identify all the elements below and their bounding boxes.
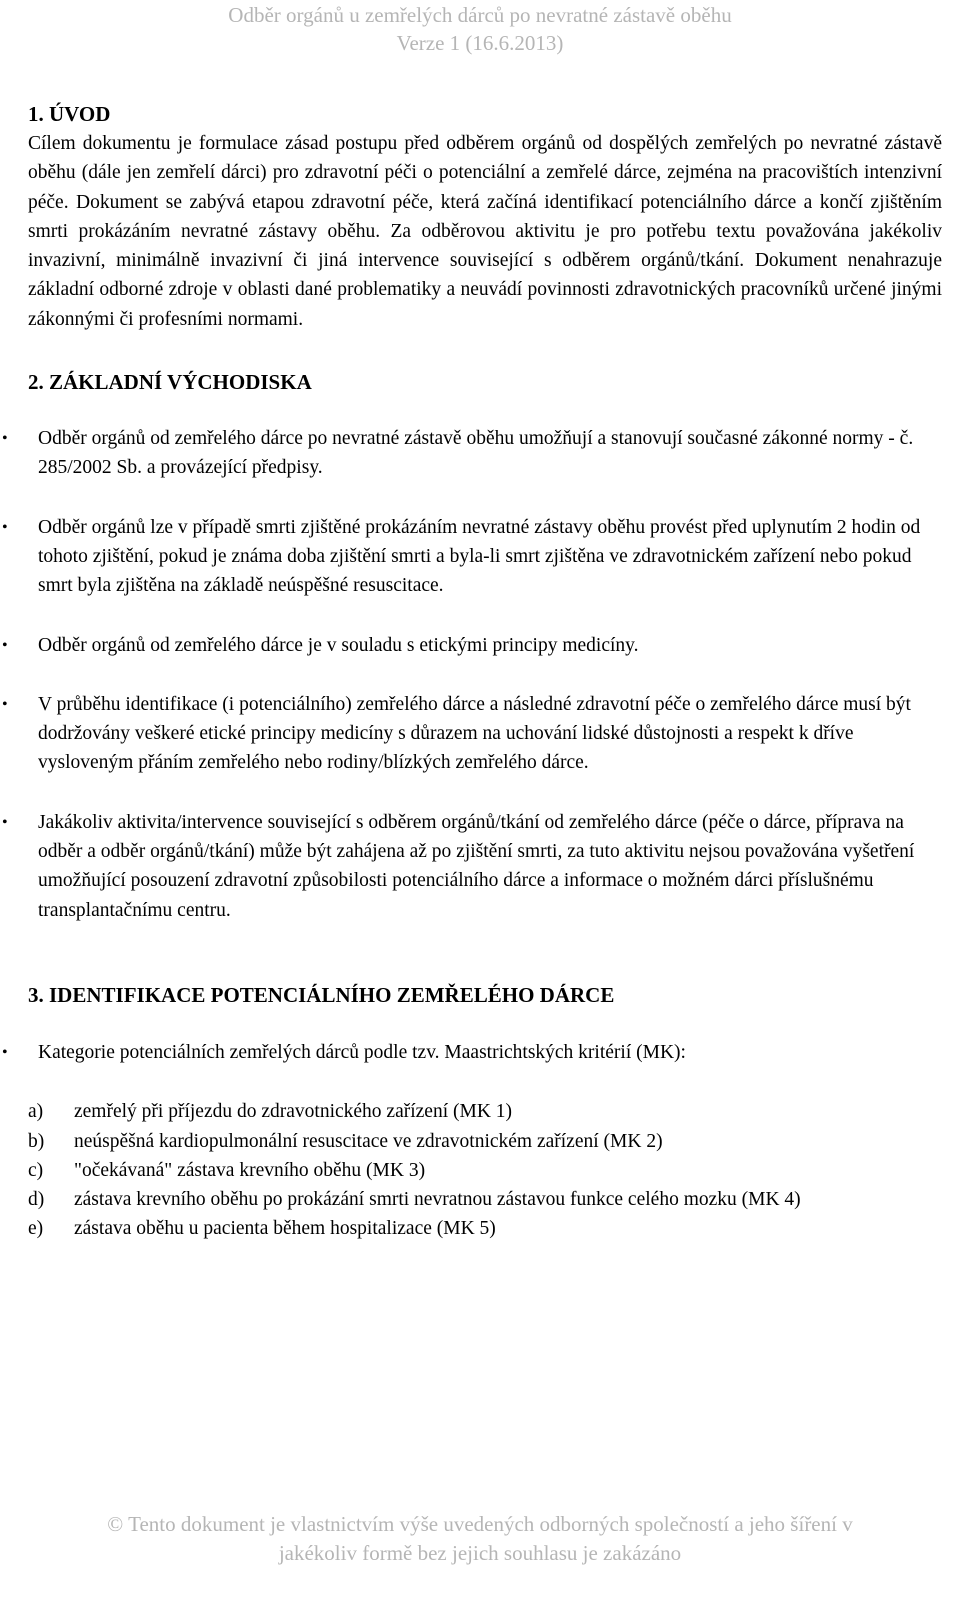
document-title: Odběr orgánů u zemřelých dárců po nevratné zástavě oběhu — [228, 3, 732, 27]
copyright-line: © Tento dokument je vlastnictvím výše uvedených odborných společností a jeho šíření v — [107, 1512, 853, 1536]
category-item — [28, 1156, 942, 1185]
category-item — [28, 1097, 942, 1126]
list-item — [2, 631, 942, 660]
maastricht-categories — [28, 1097, 942, 1243]
category-item — [28, 1185, 942, 1214]
item-marker: c) — [28, 1159, 44, 1181]
intro-paragraph: Cílem dokumentu je formulace zásad postupu před odběrem orgánů od dospělých zemřelých po nevratné zástavě oběhu (dále jen zemřelí dárci) pro zdravotní péči o potenciální a zemřelé dárce, zejména na pracovištích intenzivní péče. Dokument se zabývá etapou zdravotní péče, která začíná identifikací potenciálního dárce a končí zjištěním smrti prokázáním nevratné zástavy oběhu. Za odběrovou aktivitu je pro potřebu textu považována jakékoliv invazivní, minimálně invazivní či jiná intervence související s odběrem orgánů/tkání. Dokument nenahrazuje základní odborné zdroje v oblasti dané problematiky a neuvádí povinnosti zdravotnických pracovníků určené jinými zákonnými či profesními normami. — [28, 133, 942, 330]
list-item-text: Odběr orgánů od zemřelého dárce po nevratné zástavě oběhu umožňují a stanovují současné zákonné normy - č. 285/2002 Sb. a provázející předpisy. — [38, 428, 914, 479]
list-item — [2, 1038, 942, 1067]
item-text: zástava krevního oběhu po prokázání smrti nevratnou zástavou funkce celého mozku (MK 4) — [74, 1189, 801, 1211]
item-text: zemřelý při příjezdu do zdravotnického zařízení (MK 1) — [74, 1101, 513, 1123]
list-item — [2, 808, 942, 925]
page-footer — [0, 1510, 960, 1568]
document-body — [2, 100, 942, 1244]
item-marker: d) — [28, 1189, 45, 1211]
list-item-text: V průběhu identifikace (i potenciálního) zemřelého dárce a následné zdravotní péče o zemřelého dárce musí být dodržovány veškeré etické principy medicíny s důrazem na uchování lidské důstojnosti a respekt k dříve vysloveným přáním zemřelého nebo rodiny/blízkých zemřelého dárce. — [38, 693, 911, 774]
list-item-text: Odběr orgánů lze v případě smrti zjištěné prokázáním nevratné zástavy oběhu provést před uplynutím 2 hodin od tohoto zjištění, pokud je známa doba zjištění smrti a byla-li smrt zjištěna ve zdravotnickém zařízení nebo pokud smrt byla zjištěna na základě neúspěšné resuscitace. — [38, 516, 921, 597]
item-marker: b) — [28, 1130, 45, 1152]
item-marker: a) — [28, 1101, 44, 1123]
category-item — [28, 1214, 942, 1243]
list-item-text: Odběr orgánů od zemřelého dárce je v souladu s etickými principy medicíny. — [38, 634, 639, 656]
bullet-icon: • — [2, 813, 8, 831]
section-heading-basics: 2. ZÁKLADNÍ VÝCHODISKA — [28, 370, 312, 395]
list-item — [2, 424, 942, 483]
page-header — [0, 0, 960, 57]
list-item-text: Kategorie potenciálních zemřelých dárců podle tzv. Maastrichtských kritérií (MK): — [38, 1041, 686, 1063]
section-heading-intro: 1. ÚVOD — [28, 102, 111, 126]
section-heading-identification: 3. IDENTIFIKACE POTENCIÁLNÍHO ZEMŘELÉHO DÁRCE — [28, 982, 615, 1007]
basics-list — [2, 424, 942, 925]
item-text: "očekávaná" zástava krevního oběhu (MK 3) — [74, 1159, 426, 1181]
list-item-text: Jakákoliv aktivita/intervence související s odběrem orgánů/tkání od zemřelého dárce (péče o dárce, příprava na odběr a odběr orgánů/tkání) může být zahájena až po zjištění smrti, za tuto aktivitu nejsou považována vyšetření umožňující posouzení zdravotní způsobilosti potenciálního dárce a informace o možném dárci příslušnému transplantačnímu centru. — [38, 811, 915, 921]
list-item — [2, 513, 942, 601]
item-marker: e) — [28, 1218, 44, 1240]
bullet-icon: • — [2, 518, 8, 536]
document-version: Verze 1 (16.6.2013) — [396, 31, 564, 55]
bullet-icon: • — [2, 695, 8, 713]
bullet-icon: • — [2, 430, 8, 448]
list-item — [2, 690, 942, 778]
category-item — [28, 1127, 942, 1156]
bullet-icon: • — [2, 1043, 8, 1061]
bullet-icon: • — [2, 636, 8, 654]
identification-list — [2, 1038, 942, 1067]
item-text: neúspěšná kardiopulmonální resuscitace ve zdravotnickém zařízení (MK 2) — [74, 1130, 663, 1152]
item-text: zástava oběhu u pacienta během hospitalizace (MK 5) — [74, 1218, 496, 1240]
copyright-line: jakékoliv formě bez jejich souhlasu je zakázáno — [278, 1541, 682, 1565]
